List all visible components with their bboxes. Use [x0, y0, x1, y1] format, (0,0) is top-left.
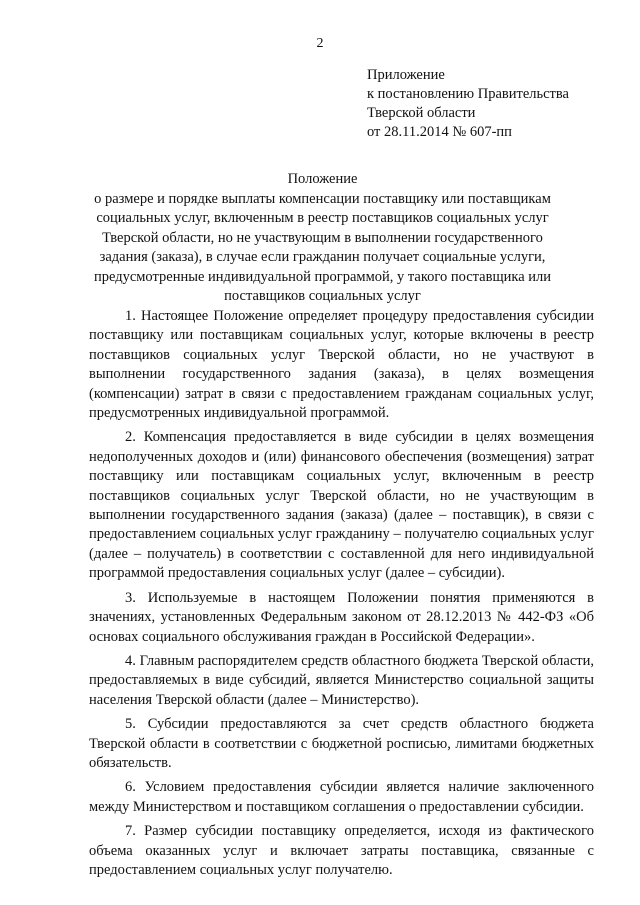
paragraph-3: 3. Используемые в настоящем Положении понятия применяются в значениях, установленных Федеральным законом от 28.12.2013 № 442-ФЗ «Об основах социального обслуживания граждан в Российской Федерации».	[89, 589, 594, 645]
document-body	[89, 307, 594, 885]
appendix-line: Приложение	[367, 67, 445, 83]
appendix-block	[367, 66, 627, 142]
title-line: социальных услуг, включенным в реестр поставщиков социальных услуг	[96, 210, 549, 226]
document-title	[60, 170, 585, 307]
title-line: предусмотренные индивидуальной программой, у такого поставщика или	[93, 268, 552, 285]
paragraph-5: 5. Субсидии предоставляются за счет средств областного бюджета Тверской области в соответствии с бюджетной росписью, лимитами бюджетных обязательств.	[89, 716, 594, 771]
paragraph-4: 4. Главным распорядителем средств областного бюджета Тверской области, предоставляемых в виде субсидий, является Министерство социальной защиты населения Тверской области (далее – Министерство).	[89, 652, 594, 708]
paragraph-6: 6. Условием предоставления субсидии является наличие заключенного между Министерством и поставщиком соглашения о предоставлении субсидии.	[89, 779, 594, 815]
title-line: о размере и порядке выплаты компенсации поставщику или поставщикам	[94, 190, 551, 207]
appendix-line: Тверской области	[367, 105, 476, 121]
paragraph-2: 2. Компенсация предоставляется в виде субсидии в целях возмещения недополученных доходов и (или) финансового обеспечения (возмещения) затрат поставщику или поставщикам социальных услуг, включенным в реестр поставщиков социальных услуг Тверской области, но не участвующим в выполнении государственного задания (заказа) (далее – поставщик), в связи с предоставлением социальных услуг гражданину – получателю социальных услуг (далее – получатель) в соответствии с составленной для него индивидуальной программой предоставления социальных услуг (далее – субсидии).	[89, 429, 594, 582]
title-line: задания (заказа), в случае если гражданин получает социальные услуги,	[99, 249, 546, 265]
paragraph-1: 1. Настоящее Положение определяет процедуру предоставления субсидии поставщику или поставщикам социальных услуг, которые включены в реестр поставщиков социальных услуг Тверской области, но не участвуют в выполнении государственного задания (заказа), в целях возмещения (компенсации) затрат в связи с предоставлением гражданам социальных услуг, предусмотренных индивидуальной программой.	[89, 308, 594, 422]
appendix-line: от 28.11.2014 № 607-пп	[367, 124, 512, 140]
paragraph-7: 7. Размер субсидии поставщику определяется, исходя из фактического объема оказанных услуг и включает затраты поставщика, связанные с предоставлением социальных услуг получателю.	[89, 823, 594, 878]
title-line: поставщиков социальных услуг	[224, 288, 421, 304]
appendix-line: к постановлению Правительства	[367, 86, 569, 102]
title-line: Положение	[287, 171, 358, 187]
title-line: Тверской области, но не участвующим в выполнении государственного	[102, 229, 543, 246]
page-number: 2	[316, 36, 324, 51]
